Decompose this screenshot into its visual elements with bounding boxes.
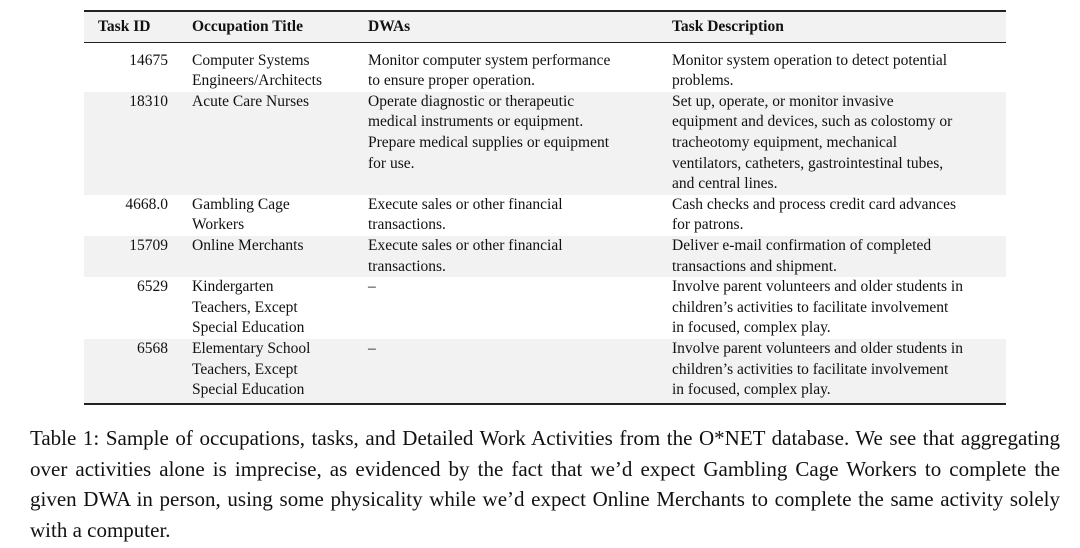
cell-task-description <box>668 42 1006 92</box>
header-row <box>84 11 1006 42</box>
cell-task-id: 6529 <box>137 278 168 296</box>
cell-dwas-line: Monitor computer system performance <box>368 51 611 69</box>
table-header <box>84 11 1006 42</box>
cell-task-id: 15709 <box>84 236 188 277</box>
cell-occupation-title-line: Kindergarten <box>192 278 274 296</box>
header-task-id: Task ID <box>84 11 188 42</box>
cell-dwas-line: Execute sales or other financial <box>368 236 563 254</box>
cell-occupation-title-line: Gambling Cage <box>192 195 290 213</box>
cell-task-description <box>668 236 1006 277</box>
cell-task-description-line: tracheotomy equipment, mechanical <box>672 133 898 151</box>
table-row <box>84 236 1006 277</box>
table-row <box>84 195 1006 236</box>
cell-occupation-title-line: Acute Care Nurses <box>192 92 310 110</box>
cell-occupation-title-line: Workers <box>192 216 245 234</box>
cell-occupation-title-line: Elementary School <box>192 339 311 357</box>
header-occupation-title: Occupation Title <box>188 11 364 42</box>
cell-task-description-line: Deliver e-mail confirmation of completed <box>672 236 932 254</box>
cell-task-description-line: Cash checks and process credit card advances <box>672 195 957 213</box>
cell-task-description <box>668 195 1006 236</box>
cell-task-description-line: Monitor system operation to detect potential <box>672 51 948 69</box>
cell-dwas <box>364 236 668 277</box>
table-row <box>84 92 1006 195</box>
cell-dwas-line: medical instruments or equipment. <box>368 113 584 131</box>
cell-occupation-title <box>188 236 364 277</box>
cell-task-id: 14675 <box>129 51 168 69</box>
cell-dwas <box>364 92 668 195</box>
table-body <box>84 42 1006 404</box>
header-task-description: Task Description <box>668 11 1006 42</box>
cell-dwas-line: Prepare medical supplies or equipment <box>368 133 610 151</box>
cell-occupation-title <box>188 195 364 236</box>
onet-sample-table <box>84 10 1006 405</box>
cell-dwas-line: – <box>368 339 376 357</box>
header-dwas: DWAs <box>364 11 668 42</box>
cell-dwas <box>364 277 668 339</box>
cell-task-description <box>668 339 1006 404</box>
cell-dwas <box>364 42 668 92</box>
cell-task-id: 6568 <box>84 339 188 404</box>
cell-task-description-line: children’s activities to facilitate involvement <box>672 360 949 378</box>
cell-occupation-title-line: Special Education <box>192 319 305 337</box>
cell-occupation-title-line: Engineers/Architects <box>192 72 322 90</box>
cell-task-description-line: children’s activities to facilitate involvement <box>672 298 949 316</box>
cell-task-description-line: Involve parent volunteers and older students in <box>672 278 963 296</box>
cell-task-description-line: in focused, complex play. <box>672 381 831 399</box>
cell-occupation-title <box>188 277 364 339</box>
cell-occupation-title <box>188 339 364 404</box>
cell-dwas <box>364 195 668 236</box>
cell-task-description <box>668 92 1006 195</box>
cell-task-description-line: Set up, operate, or monitor invasive <box>672 92 894 110</box>
cell-occupation-title <box>188 42 364 92</box>
cell-dwas-line: transactions. <box>368 257 446 275</box>
cell-task-description-line: Involve parent volunteers and older students in <box>672 339 963 357</box>
table-caption: Table 1: Sample of occupations, tasks, and Detailed Work Activities from the O*NET database. We see that aggregating over activities alone is imprecise, as evidenced by the fact that we’d expect Gambling Cage Workers to complete the given DWA in person, using some physicality while we’d expect Online Merchants to complete the same activity solely with a computer. <box>30 426 1060 542</box>
cell-dwas-line: for use. <box>368 154 415 172</box>
cell-task-description <box>668 277 1006 339</box>
cell-dwas-line: Execute sales or other financial <box>368 195 563 213</box>
cell-occupation-title-line: Online Merchants <box>192 236 304 254</box>
cell-dwas-line: to ensure proper operation. <box>368 72 535 90</box>
cell-task-id: 4668.0 <box>125 195 168 213</box>
table-row <box>84 339 1006 404</box>
cell-dwas-line: transactions. <box>368 216 446 234</box>
cell-occupation-title-line: Special Education <box>192 381 305 399</box>
cell-task-description-line: equipment and devices, such as colostomy or <box>672 113 953 131</box>
table-row <box>84 42 1006 92</box>
cell-task-description-line: ventilators, catheters, gastrointestinal tubes, <box>672 154 944 172</box>
cell-task-description-line: transactions and shipment. <box>672 257 837 275</box>
cell-task-description-line: problems. <box>672 72 734 90</box>
cell-task-description-line: in focused, complex play. <box>672 319 831 337</box>
table-row <box>84 277 1006 339</box>
cell-task-description-line: and central lines. <box>672 175 778 193</box>
cell-occupation-title-line: Teachers, Except <box>192 360 298 378</box>
cell-dwas <box>364 339 668 404</box>
cell-occupation-title-line: Teachers, Except <box>192 298 298 316</box>
cell-dwas-line: Operate diagnostic or therapeutic <box>368 92 575 110</box>
cell-occupation-title-line: Computer Systems <box>192 51 310 69</box>
cell-occupation-title <box>188 92 364 195</box>
cell-task-id: 18310 <box>84 92 188 195</box>
cell-task-description-line: for patrons. <box>672 216 744 234</box>
cell-dwas-line: – <box>368 278 376 296</box>
